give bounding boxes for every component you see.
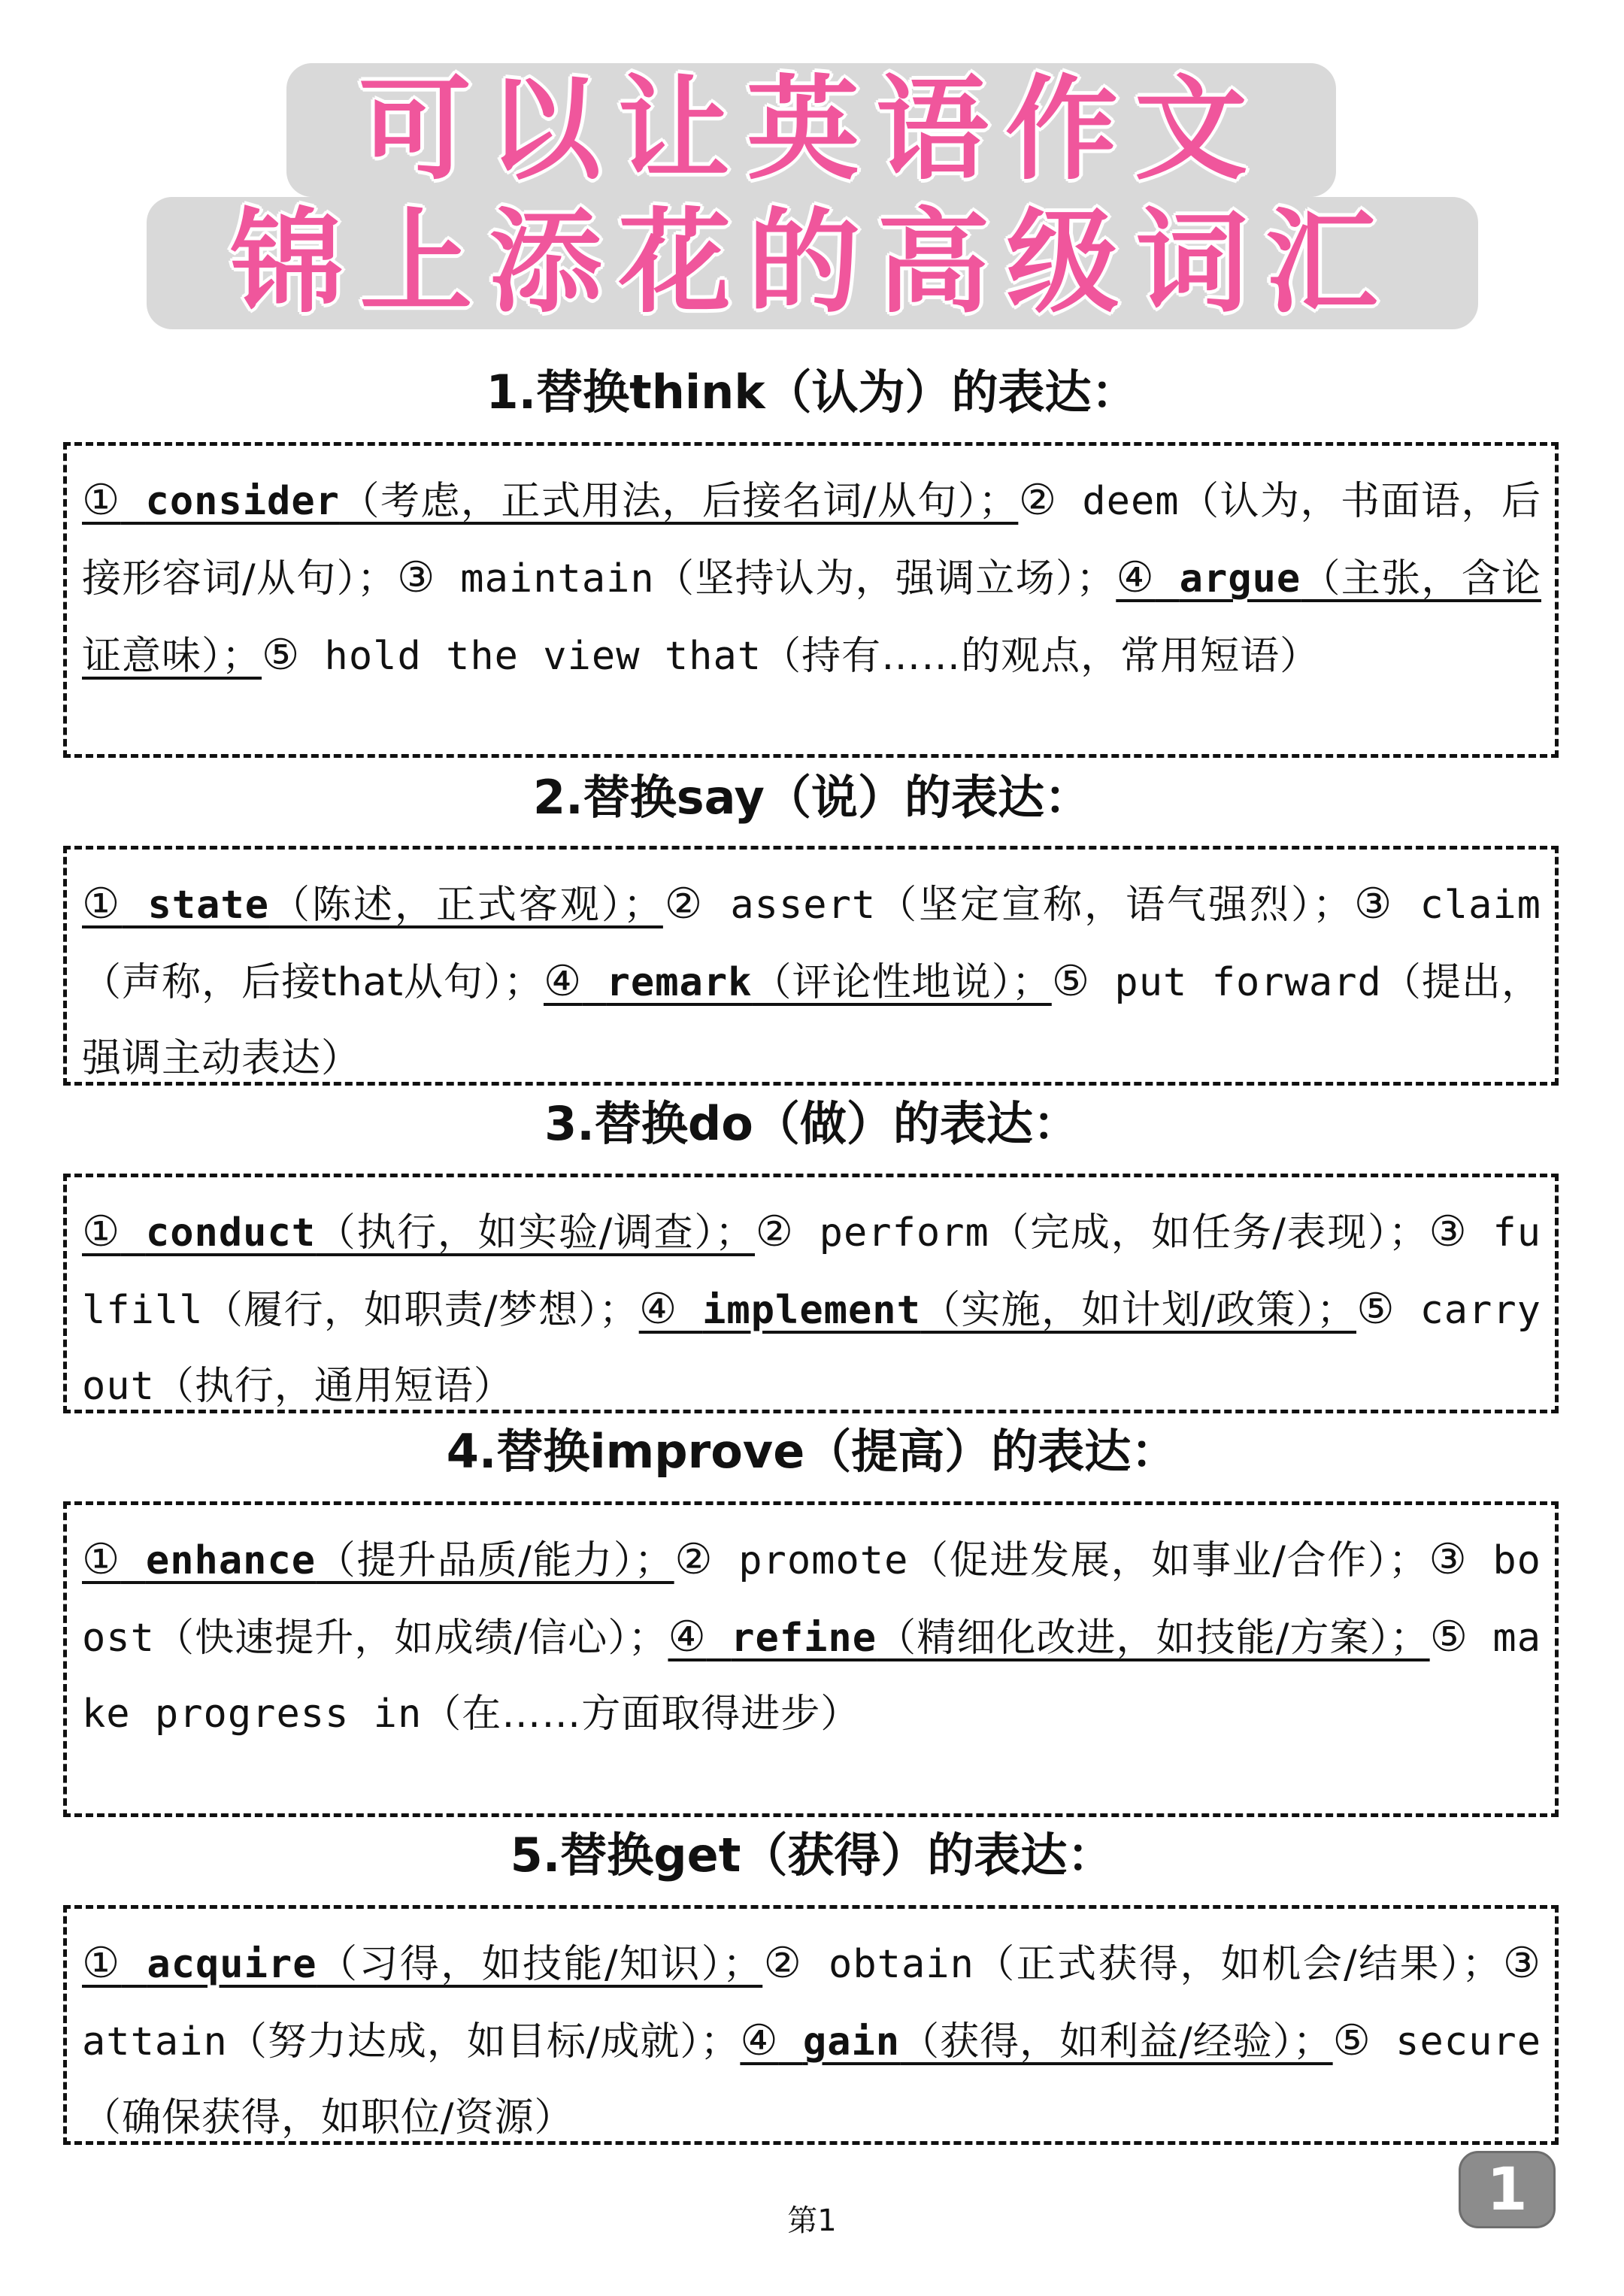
vocab-word: state	[147, 883, 270, 928]
circled-number-3: ③	[1501, 1939, 1542, 1988]
vocab-note: （快速提升，如成绩/信心）；	[154, 1616, 668, 1661]
vocab-list	[82, 866, 1541, 1097]
circled-number-1: ①	[82, 476, 121, 525]
vocab-item	[82, 1535, 674, 1584]
vocab-note: （努力达成，如目标/成就）；	[227, 2019, 741, 2064]
vocab-note: （执行，如实验/调查）；	[316, 1210, 756, 1256]
circled-number-3: ③	[1428, 1535, 1468, 1584]
vocab-note: （评论性地说）；	[752, 960, 1052, 1005]
section-heading-think: 1.替换think（认为）的表达：	[486, 365, 1138, 420]
section-heading-say: 2.替换say（说）的表达：	[533, 770, 1091, 825]
circled-number-1: ①	[82, 1207, 121, 1256]
vocab-item	[82, 476, 1019, 525]
title-banner-line2	[147, 197, 1478, 329]
section-heading-get: 5.替换get（获得）的表达：	[510, 1828, 1114, 1883]
vocab-word: hold the view that	[324, 634, 762, 679]
vocab-note: （持有……的观点，常用短语）	[762, 634, 1320, 679]
vocab-note: （声称，后接that从句）；	[82, 960, 544, 1005]
page-label: 第1	[787, 2204, 837, 2238]
vocab-item	[82, 1207, 756, 1256]
circled-number-5: ⑤	[1429, 1613, 1469, 1661]
vocab-item	[543, 957, 1052, 1006]
vocab-word: secure	[1395, 2019, 1542, 2064]
circled-number-2: ②	[674, 1535, 714, 1584]
section-heading-improve: 4.替换improve（提高）的表达：	[446, 1424, 1178, 1479]
vocab-word: attain	[82, 2019, 228, 2064]
vocab-word: fulfill	[82, 1210, 1542, 1333]
vocab-item	[674, 1535, 1429, 1584]
vocab-item	[755, 1207, 1429, 1256]
circled-number-3: ③	[1352, 880, 1395, 928]
circled-number-3: ③	[1428, 1207, 1468, 1256]
vocab-note: （在……方面取得进步）	[422, 1692, 861, 1737]
vocab-item	[662, 880, 1353, 928]
section-box-get	[63, 1905, 1559, 2145]
vocab-word: carry out	[82, 1288, 1541, 1409]
vocab-item	[668, 1613, 1430, 1661]
vocab-note: （获得，如利益/经验）；	[900, 2019, 1333, 2064]
vocab-list	[82, 1194, 1541, 1425]
circled-number-5: ⑤	[1051, 957, 1091, 1006]
section-box-do	[63, 1174, 1559, 1413]
vocab-note: （正式获得，如机会/结果）；	[974, 1942, 1502, 1987]
vocab-word: make progress in	[82, 1616, 1542, 1737]
vocab-word: conduct	[145, 1210, 317, 1256]
circled-number-1: ①	[82, 1535, 121, 1584]
vocab-word: remark	[606, 960, 753, 1005]
vocab-item	[740, 2016, 1333, 2065]
vocab-item	[638, 1285, 1357, 1334]
vocab-note: （陈述，正式客观）；	[269, 883, 663, 928]
circled-number-2: ②	[755, 1207, 795, 1256]
vocab-word: perform	[819, 1210, 989, 1256]
vocab-word: gain	[802, 2019, 901, 2064]
vocab-word: obtain	[829, 1942, 974, 1987]
vocab-note: （认为，书面语，后接形容词/从句）；	[82, 479, 1542, 601]
vocab-note: （履行，如职责/梦想）；	[203, 1288, 639, 1333]
vocab-item	[82, 1939, 763, 1988]
circled-number-3: ③	[396, 553, 436, 602]
vocab-note: （完成，如任务/表现）；	[989, 1210, 1429, 1256]
vocab-word: enhance	[145, 1538, 317, 1583]
vocab-word: refine	[731, 1616, 877, 1661]
vocab-list	[82, 462, 1541, 695]
vocab-word: implement	[702, 1288, 921, 1333]
page-title-line2: 锦上添花的高级词汇	[230, 198, 1395, 329]
vocab-word: consider	[145, 479, 340, 524]
circled-number-2: ②	[1018, 476, 1058, 525]
vocab-word: assert	[730, 883, 877, 928]
section-box-improve	[63, 1501, 1559, 1817]
page-number-badge: 1	[1459, 2151, 1556, 2228]
circled-number-2: ②	[762, 1939, 804, 1988]
vocab-word: argue	[1179, 556, 1301, 601]
vocab-word: promote	[738, 1538, 909, 1583]
title-banner-line1	[286, 63, 1336, 197]
vocab-note: （坚定宣称，语气强烈）；	[876, 883, 1353, 928]
vocab-note: （提升品质/能力）；	[316, 1538, 674, 1583]
page-title-line1: 可以让英语作文	[358, 65, 1264, 195]
vocab-word: deem	[1082, 479, 1180, 524]
vocab-note: （提出，强调主动表达）	[82, 960, 1541, 1081]
circled-number-5: ⑤	[1356, 1285, 1395, 1334]
section-heading-do: 3.替换do（做）的表达：	[544, 1096, 1080, 1151]
section-box-say	[63, 846, 1559, 1086]
circled-number-4: ④	[740, 2016, 779, 2065]
vocab-word: claim	[1419, 883, 1541, 928]
vocab-note: （促进发展，如事业/合作）；	[908, 1538, 1429, 1583]
vocab-item	[762, 1939, 1502, 1988]
vocab-word: maintain	[460, 556, 655, 601]
vocab-list	[82, 1522, 1541, 1752]
circled-number-4: ④	[543, 957, 583, 1006]
vocab-note: （习得，如技能/知识）；	[317, 1942, 763, 1987]
vocab-item	[396, 553, 1116, 602]
vocab-item	[262, 631, 1320, 680]
vocab-note: （考虑，正式用法，后接名词/从句）；	[339, 479, 1019, 524]
vocab-note: （确保获得，如职位/资源）	[82, 2095, 574, 2140]
circled-number-5: ⑤	[1332, 2016, 1371, 2065]
circled-number-1: ①	[82, 880, 123, 928]
vocab-word: acquire	[147, 1942, 317, 1987]
vocab-note: （坚持认为，强调立场）；	[654, 556, 1116, 601]
vocab-list	[82, 1925, 1541, 2156]
circled-number-1: ①	[82, 1939, 122, 1988]
circled-number-4: ④	[1116, 553, 1156, 602]
vocab-note: （实施，如计划/政策）；	[920, 1288, 1357, 1333]
vocab-note: （主张，含论证意味）；	[82, 556, 1541, 679]
section-box-think	[63, 442, 1559, 758]
vocab-word: put forward	[1114, 960, 1382, 1005]
circled-number-5: ⑤	[262, 631, 301, 680]
vocab-note: （执行，通用短语）	[154, 1364, 514, 1409]
circled-number-4: ④	[638, 1285, 678, 1334]
vocab-word: boost	[82, 1538, 1541, 1661]
vocab-note: （精细化改进，如技能/方案）；	[877, 1616, 1430, 1661]
circled-number-4: ④	[668, 1613, 707, 1661]
circled-number-2: ②	[662, 880, 705, 928]
vocab-item	[82, 880, 663, 928]
